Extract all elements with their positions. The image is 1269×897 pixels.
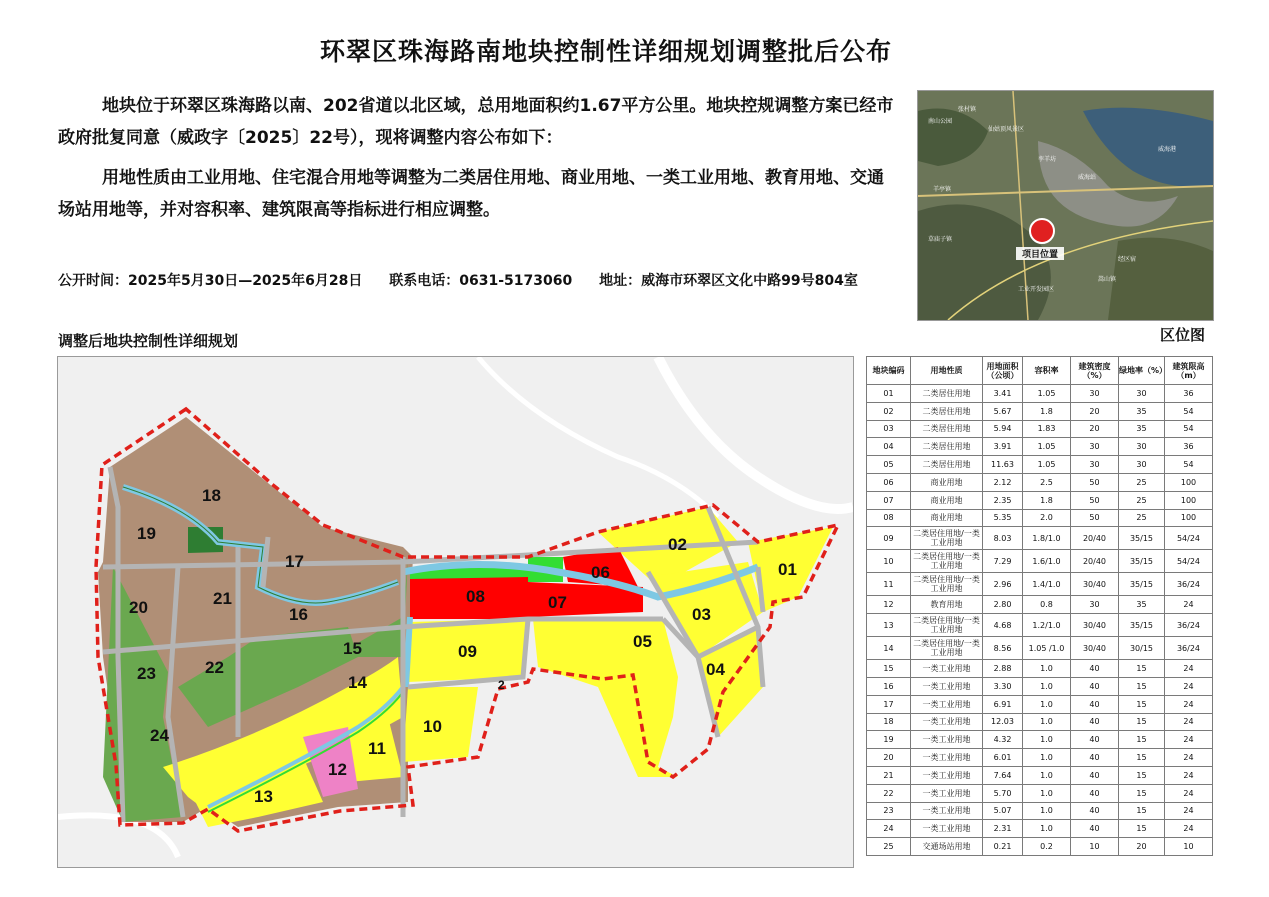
contact-address: 地址：威海市环翠区文化中路99号804室 xyxy=(599,273,858,289)
table-cell: 5.35 xyxy=(983,509,1023,527)
table-cell: 1.6/1.0 xyxy=(1023,550,1071,573)
table-cell: 商业用地 xyxy=(911,473,983,491)
table-cell: 二类居住用地 xyxy=(911,456,983,474)
table-cell: 1.2/1.0 xyxy=(1023,614,1071,637)
table-cell: 二类居住用地/一类工业用地 xyxy=(911,527,983,550)
table-cell: 2.31 xyxy=(983,820,1023,838)
table-cell: 36/24 xyxy=(1165,614,1213,637)
table-row xyxy=(867,731,1213,749)
table-cell: 30 xyxy=(1119,385,1165,403)
table-cell: 8.56 xyxy=(983,637,1023,660)
table-row xyxy=(867,550,1213,573)
parcel-label-21: 21 xyxy=(213,589,232,608)
parcel-label-15: 15 xyxy=(343,639,362,658)
indicator-table xyxy=(866,356,1213,856)
table-cell: 30/15 xyxy=(1119,637,1165,660)
table-row xyxy=(867,385,1213,403)
table-cell: 1.8/1.0 xyxy=(1023,527,1071,550)
table-cell: 07 xyxy=(867,491,911,509)
table-cell: 10 xyxy=(1071,838,1119,856)
parcel-label-18: 18 xyxy=(202,486,221,505)
indicator-table-body xyxy=(867,385,1213,856)
table-cell: 17 xyxy=(867,695,911,713)
table-cell: 1.0 xyxy=(1023,749,1071,767)
table-cell: 24 xyxy=(1165,660,1213,678)
table-cell: 二类居住用地 xyxy=(911,420,983,438)
table-cell: 40 xyxy=(1071,766,1119,784)
header-land-use: 用地性质 xyxy=(911,357,983,385)
table-row xyxy=(867,784,1213,802)
table-cell: 1.05 xyxy=(1023,438,1071,456)
table-row xyxy=(867,637,1213,660)
table-cell: 15 xyxy=(1119,713,1165,731)
intro-paragraph-2: 用地性质由工业用地、住宅混合用地等调整为二类居住用地、商业用地、一类工业用地、教育用地、交通场站用地等，并对容积率、建筑限高等指标进行相应调整。 xyxy=(58,168,884,220)
table-cell: 13 xyxy=(867,614,911,637)
table-cell: 0.21 xyxy=(983,838,1023,856)
table-cell: 35 xyxy=(1119,420,1165,438)
header-far: 容积率 xyxy=(1023,357,1071,385)
table-row xyxy=(867,713,1213,731)
table-cell: 54/24 xyxy=(1165,550,1213,573)
table-cell: 2.5 xyxy=(1023,473,1071,491)
header-height-limit: 建筑限高（m） xyxy=(1165,357,1213,385)
parcel-label-17: 17 xyxy=(285,552,304,571)
table-row xyxy=(867,456,1213,474)
table-header-row xyxy=(867,357,1213,385)
table-row xyxy=(867,473,1213,491)
table-cell: 20/40 xyxy=(1071,550,1119,573)
table-cell: 100 xyxy=(1165,473,1213,491)
table-cell: 1.0 xyxy=(1023,820,1071,838)
table-cell: 1.4/1.0 xyxy=(1023,573,1071,596)
table-cell: 50 xyxy=(1071,491,1119,509)
table-cell: 一类工业用地 xyxy=(911,660,983,678)
table-cell: 8.03 xyxy=(983,527,1023,550)
table-cell: 1.0 xyxy=(1023,766,1071,784)
table-cell: 1.05 xyxy=(1023,456,1071,474)
table-cell: 36 xyxy=(1165,385,1213,403)
plan-map-drawing xyxy=(58,357,853,867)
table-cell: 23 xyxy=(867,802,911,820)
table-cell: 1.8 xyxy=(1023,491,1071,509)
table-cell: 5.94 xyxy=(983,420,1023,438)
table-row xyxy=(867,438,1213,456)
map-place-label: 草庙子镇 xyxy=(928,236,953,243)
parcel-label-06: 06 xyxy=(591,563,610,582)
project-location-label: 项目位置 xyxy=(1021,250,1059,260)
parcel-label-13: 13 xyxy=(254,787,273,806)
table-cell: 二类居住用地 xyxy=(911,438,983,456)
table-cell: 24 xyxy=(1165,749,1213,767)
table-row xyxy=(867,802,1213,820)
table-cell: 5.07 xyxy=(983,802,1023,820)
table-cell: 二类居住用地/一类工业用地 xyxy=(911,637,983,660)
table-cell: 40 xyxy=(1071,695,1119,713)
table-cell: 1.0 xyxy=(1023,660,1071,678)
table-cell: 10 xyxy=(1165,838,1213,856)
table-cell: 15 xyxy=(1119,695,1165,713)
table-cell: 16 xyxy=(867,677,911,695)
table-cell: 08 xyxy=(867,509,911,527)
indicator-table-wrapper xyxy=(866,356,1212,856)
table-cell: 36/24 xyxy=(1165,637,1213,660)
parcel-label-05: 05 xyxy=(633,632,652,651)
table-cell: 54 xyxy=(1165,456,1213,474)
map-place-label: 威海港 xyxy=(1158,146,1177,153)
table-cell: 50 xyxy=(1071,509,1119,527)
map-place-label: 嵩山镇 xyxy=(1098,276,1117,283)
table-cell: 20 xyxy=(867,749,911,767)
table-cell: 35 xyxy=(1119,402,1165,420)
table-cell: 一类工业用地 xyxy=(911,695,983,713)
table-cell: 1.05 /1.0 xyxy=(1023,637,1071,660)
table-row xyxy=(867,660,1213,678)
map-place-label: 南山公园 xyxy=(928,118,953,125)
page-title: 环翠区珠海路南地块控制性详细规划调整批后公布 xyxy=(319,37,892,66)
table-cell: 05 xyxy=(867,456,911,474)
header-area: 用地面积（公顷） xyxy=(983,357,1023,385)
table-cell: 20 xyxy=(1119,838,1165,856)
map-place-label: 经区宿 xyxy=(1118,256,1137,263)
location-map-caption: 区位图 xyxy=(1160,326,1206,344)
contact-phone: 联系电话：0631-5173060 xyxy=(389,273,573,289)
table-cell: 35/15 xyxy=(1119,550,1165,573)
table-cell: 24 xyxy=(1165,802,1213,820)
table-cell: 40 xyxy=(1071,820,1119,838)
header-parcel-code: 地块编码 xyxy=(867,357,911,385)
table-cell: 15 xyxy=(1119,784,1165,802)
table-cell: 24 xyxy=(1165,596,1213,614)
parcel-label-25: 2 xyxy=(498,678,505,692)
table-cell: 6.91 xyxy=(983,695,1023,713)
table-cell: 35/15 xyxy=(1119,527,1165,550)
table-cell: 2.12 xyxy=(983,473,1023,491)
table-cell: 11 xyxy=(867,573,911,596)
parcel-label-02: 02 xyxy=(668,535,687,554)
table-cell: 商业用地 xyxy=(911,491,983,509)
table-cell: 40 xyxy=(1071,784,1119,802)
table-cell: 一类工业用地 xyxy=(911,820,983,838)
table-cell: 一类工业用地 xyxy=(911,677,983,695)
table-row xyxy=(867,420,1213,438)
location-map xyxy=(917,90,1214,321)
table-cell: 1.05 xyxy=(1023,385,1071,403)
table-cell: 40 xyxy=(1071,749,1119,767)
table-cell: 3.41 xyxy=(983,385,1023,403)
table-cell: 24 xyxy=(1165,784,1213,802)
table-cell: 2.35 xyxy=(983,491,1023,509)
table-cell: 1.8 xyxy=(1023,402,1071,420)
table-cell: 30 xyxy=(1071,385,1119,403)
plan-caption: 调整后地块控制性详细规划 xyxy=(58,332,239,350)
table-cell: 24 xyxy=(1165,713,1213,731)
parcel-label-24: 24 xyxy=(150,726,169,745)
parcel-label-01: 01 xyxy=(778,560,797,579)
table-cell: 交通场站用地 xyxy=(911,838,983,856)
table-cell: 100 xyxy=(1165,509,1213,527)
table-cell: 36 xyxy=(1165,438,1213,456)
table-cell: 24 xyxy=(867,820,911,838)
table-cell: 30 xyxy=(1119,438,1165,456)
table-row xyxy=(867,838,1213,856)
table-cell: 30 xyxy=(1071,456,1119,474)
table-cell: 2.80 xyxy=(983,596,1023,614)
table-cell: 6.01 xyxy=(983,749,1023,767)
table-cell: 二类居住用地/一类工业用地 xyxy=(911,550,983,573)
table-cell: 15 xyxy=(1119,749,1165,767)
parcel-label-19: 19 xyxy=(137,524,156,543)
table-cell: 二类居住用地/一类工业用地 xyxy=(911,614,983,637)
table-cell: 0.8 xyxy=(1023,596,1071,614)
table-cell: 22 xyxy=(867,784,911,802)
table-cell: 一类工业用地 xyxy=(911,731,983,749)
table-cell: 24 xyxy=(1165,766,1213,784)
table-cell: 2.88 xyxy=(983,660,1023,678)
table-cell: 30/40 xyxy=(1071,614,1119,637)
table-cell: 40 xyxy=(1071,802,1119,820)
table-cell: 40 xyxy=(1071,677,1119,695)
table-row xyxy=(867,491,1213,509)
parcel-label-07: 07 xyxy=(548,593,567,612)
table-cell: 15 xyxy=(1119,677,1165,695)
table-row xyxy=(867,509,1213,527)
parcel-label-10: 10 xyxy=(423,717,442,736)
parcel-label-11: 11 xyxy=(368,739,386,758)
table-cell: 1.0 xyxy=(1023,731,1071,749)
table-cell: 40 xyxy=(1071,660,1119,678)
table-cell: 4.32 xyxy=(983,731,1023,749)
notice-info xyxy=(58,270,880,290)
table-cell: 18 xyxy=(867,713,911,731)
table-cell: 06 xyxy=(867,473,911,491)
table-cell: 24 xyxy=(1165,731,1213,749)
table-cell: 40 xyxy=(1071,713,1119,731)
table-cell: 2.0 xyxy=(1023,509,1071,527)
table-cell: 一类工业用地 xyxy=(911,784,983,802)
table-cell: 40 xyxy=(1071,731,1119,749)
table-cell: 54 xyxy=(1165,420,1213,438)
table-cell: 14 xyxy=(867,637,911,660)
table-row xyxy=(867,766,1213,784)
table-cell: 一类工业用地 xyxy=(911,713,983,731)
table-cell: 24 xyxy=(1165,677,1213,695)
table-cell: 15 xyxy=(1119,802,1165,820)
table-cell: 商业用地 xyxy=(911,509,983,527)
table-cell: 25 xyxy=(1119,491,1165,509)
parcel-label-12: 12 xyxy=(328,760,347,779)
table-cell: 15 xyxy=(1119,660,1165,678)
table-cell: 12 xyxy=(867,596,911,614)
table-cell: 30/40 xyxy=(1071,637,1119,660)
parcel-label-16: 16 xyxy=(289,605,308,624)
table-cell: 7.64 xyxy=(983,766,1023,784)
table-row xyxy=(867,749,1213,767)
table-cell: 3.91 xyxy=(983,438,1023,456)
table-cell: 15 xyxy=(1119,731,1165,749)
table-row xyxy=(867,820,1213,838)
parcel-label-04: 04 xyxy=(706,660,725,679)
table-row xyxy=(867,573,1213,596)
table-cell: 10 xyxy=(867,550,911,573)
table-cell: 36/24 xyxy=(1165,573,1213,596)
map-place-label: 孪羊坊 xyxy=(1038,156,1057,163)
table-cell: 二类居住用地/一类工业用地 xyxy=(911,573,983,596)
table-cell: 二类居住用地 xyxy=(911,385,983,403)
table-cell: 35 xyxy=(1119,596,1165,614)
map-place-label: 张村镇 xyxy=(958,106,977,113)
table-cell: 12.03 xyxy=(983,713,1023,731)
map-place-label: 工业开发园区 xyxy=(1018,286,1055,293)
table-cell: 7.29 xyxy=(983,550,1023,573)
parcel-label-08: 08 xyxy=(466,587,485,606)
table-cell: 01 xyxy=(867,385,911,403)
table-cell: 54/24 xyxy=(1165,527,1213,550)
table-cell: 30/40 xyxy=(1071,573,1119,596)
table-cell: 4.68 xyxy=(983,614,1023,637)
table-cell: 1.0 xyxy=(1023,677,1071,695)
table-cell: 24 xyxy=(1165,820,1213,838)
map-place-label: 羊亭镇 xyxy=(933,186,952,193)
table-cell: 09 xyxy=(867,527,911,550)
table-cell: 3.30 xyxy=(983,677,1023,695)
parcel-label-20: 20 xyxy=(129,598,148,617)
intro-paragraph-1: 地块位于环翠区珠海路以南、202省道以北区域，总用地面积约1.67平方公里。地块控规调整方案已经市政府批复同意（威政字〔2025〕22号），现将调整内容公布如下： xyxy=(58,96,894,148)
table-cell: 1.0 xyxy=(1023,802,1071,820)
table-cell: 5.67 xyxy=(983,402,1023,420)
table-row xyxy=(867,695,1213,713)
table-cell: 1.0 xyxy=(1023,713,1071,731)
table-cell: 19 xyxy=(867,731,911,749)
parcel-label-14: 14 xyxy=(348,673,367,692)
table-cell: 20 xyxy=(1071,402,1119,420)
table-cell: 一类工业用地 xyxy=(911,766,983,784)
table-cell: 24 xyxy=(1165,695,1213,713)
parcel-label-22: 22 xyxy=(205,658,224,677)
table-cell: 20/40 xyxy=(1071,527,1119,550)
table-cell: 30 xyxy=(1071,596,1119,614)
notice-time: 公开时间：2025年5月30日—2025年6月28日 xyxy=(58,273,363,289)
table-cell: 54 xyxy=(1165,402,1213,420)
table-cell: 100 xyxy=(1165,491,1213,509)
table-row xyxy=(867,614,1213,637)
table-cell: 5.70 xyxy=(983,784,1023,802)
table-cell: 11.63 xyxy=(983,456,1023,474)
table-cell: 30 xyxy=(1119,456,1165,474)
header-density: 建筑密度（%） xyxy=(1071,357,1119,385)
map-place-label: 威海站 xyxy=(1078,174,1097,181)
table-cell: 21 xyxy=(867,766,911,784)
location-map-image xyxy=(918,91,1213,320)
table-cell: 03 xyxy=(867,420,911,438)
table-cell: 1.0 xyxy=(1023,784,1071,802)
table-row xyxy=(867,596,1213,614)
table-cell: 20 xyxy=(1071,420,1119,438)
table-cell: 50 xyxy=(1071,473,1119,491)
table-cell: 15 xyxy=(1119,820,1165,838)
table-cell: 04 xyxy=(867,438,911,456)
table-cell: 2.96 xyxy=(983,573,1023,596)
table-row xyxy=(867,677,1213,695)
header-green-ratio: 绿地率（%） xyxy=(1119,357,1165,385)
table-cell: 35/15 xyxy=(1119,614,1165,637)
table-cell: 15 xyxy=(1119,766,1165,784)
project-location-marker xyxy=(1030,219,1054,243)
table-cell: 25 xyxy=(1119,509,1165,527)
table-cell: 二类居住用地 xyxy=(911,402,983,420)
table-cell: 1.0 xyxy=(1023,695,1071,713)
table-cell: 15 xyxy=(867,660,911,678)
parcel-label-09: 09 xyxy=(458,642,477,661)
table-row xyxy=(867,402,1213,420)
table-cell: 教育用地 xyxy=(911,596,983,614)
table-cell: 35/15 xyxy=(1119,573,1165,596)
map-place-label: 仙姑顶风景区 xyxy=(988,126,1025,133)
table-cell: 30 xyxy=(1071,438,1119,456)
table-cell: 一类工业用地 xyxy=(911,749,983,767)
table-cell: 1.83 xyxy=(1023,420,1071,438)
table-cell: 0.2 xyxy=(1023,838,1071,856)
parcel-label-03: 03 xyxy=(692,605,711,624)
table-cell: 25 xyxy=(867,838,911,856)
table-cell: 一类工业用地 xyxy=(911,802,983,820)
plan-map xyxy=(57,356,854,868)
parcel-label-23: 23 xyxy=(137,664,156,683)
table-cell: 25 xyxy=(1119,473,1165,491)
table-cell: 02 xyxy=(867,402,911,420)
table-row xyxy=(867,527,1213,550)
